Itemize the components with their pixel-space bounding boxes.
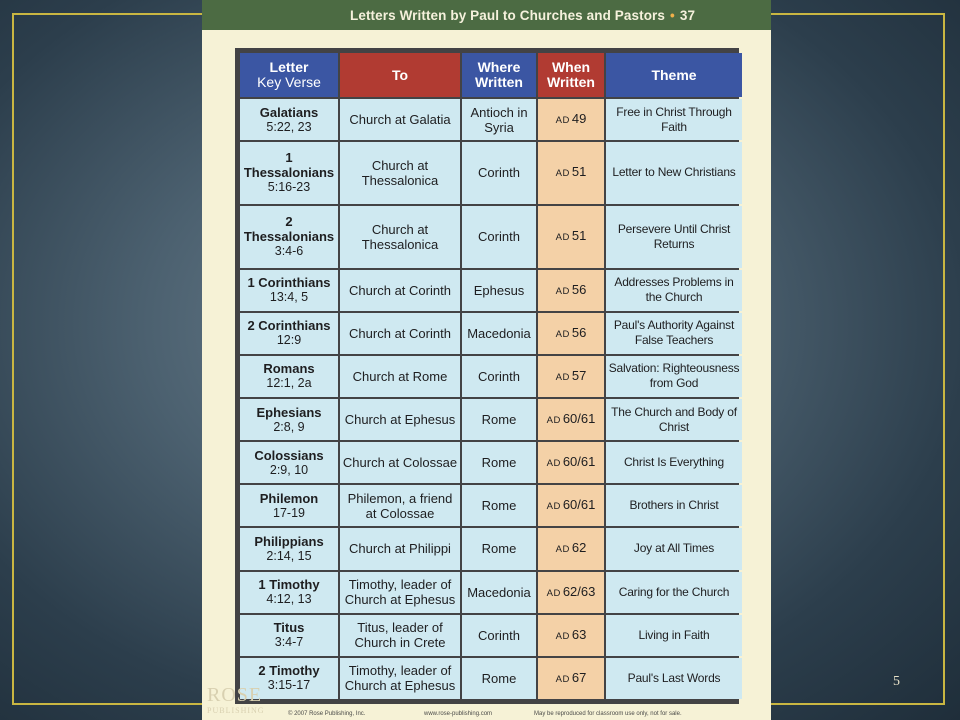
letter-name: Ephesians (256, 404, 322, 420)
letter-cell (240, 313, 338, 354)
where-written-cell: Antioch in Syria (462, 99, 536, 140)
when-written-cell (538, 442, 604, 483)
recipient-cell: Church at Corinth (340, 270, 460, 311)
footer-notice: May be reproduced for classroom use only, not for sale. (534, 711, 682, 717)
year-value: 51 (571, 164, 587, 180)
year-value: 60/61 (562, 454, 596, 470)
recipient-cell: Church at Thessalonica (340, 142, 460, 204)
table-row (240, 99, 742, 140)
table-row (240, 528, 742, 569)
recipient-cell: Church at Corinth (340, 313, 460, 354)
key-verse: 5:16-23 (267, 180, 311, 195)
theme-cell: Joy at All Times (606, 528, 742, 569)
page-header (202, 0, 771, 30)
letter-name: Philemon (259, 490, 319, 506)
recipient-cell: Timothy, leader of Church at Ephesus (340, 572, 460, 613)
recipient-cell: Philemon, a friend at Colossae (340, 485, 460, 526)
where-written-cell: Rome (462, 485, 536, 526)
theme-cell: Paul's Last Words (606, 658, 742, 699)
table-body (240, 99, 742, 699)
letter-cell (240, 356, 338, 397)
recipient-cell: Titus, leader of Church in Crete (340, 615, 460, 656)
table-row (240, 313, 742, 354)
year-value: 60/61 (562, 497, 596, 513)
letters-table-container (235, 48, 739, 704)
when-written-cell (538, 615, 604, 656)
letter-name: 2 Timothy (258, 663, 320, 679)
key-verse: 4:12, 13 (266, 592, 312, 607)
theme-cell: Addresses Problems in the Church (606, 270, 742, 311)
recipient-cell: Church at Thessalonica (340, 206, 460, 268)
column-header-when: When Written (538, 53, 604, 97)
year-value: 49 (571, 111, 587, 127)
theme-cell: Christ Is Everything (606, 442, 742, 483)
year-value: 57 (571, 367, 587, 383)
era-label: AD (555, 630, 570, 642)
letter-cell (240, 270, 338, 311)
table-row (240, 485, 742, 526)
era-label: AD (546, 501, 561, 513)
year-value: 63 (571, 626, 587, 642)
era-label: AD (555, 544, 570, 556)
when-written-cell (538, 356, 604, 397)
recipient-cell: Church at Ephesus (340, 399, 460, 440)
era-label: AD (555, 115, 570, 127)
theme-cell: Salvation: Righteousness from God (606, 356, 742, 397)
letter-cell (240, 615, 338, 656)
table-row (240, 572, 742, 613)
key-verse: 13:4, 5 (269, 290, 309, 305)
where-written-cell: Rome (462, 399, 536, 440)
era-label: AD (555, 673, 570, 685)
table-row (240, 356, 742, 397)
theme-cell: Brothers in Christ (606, 485, 742, 526)
footer-copyright: © 2007 Rose Publishing, Inc. (288, 711, 366, 717)
table-header-row (240, 53, 742, 97)
rose-publishing-logo: ROSE PUBLISHING (207, 684, 265, 715)
where-written-cell: Corinth (462, 206, 536, 268)
table-row (240, 142, 742, 204)
when-written-cell (538, 485, 604, 526)
column-header-to: To (340, 53, 460, 97)
when-written-cell (538, 313, 604, 354)
when-written-cell (538, 399, 604, 440)
recipient-cell: Church at Philippi (340, 528, 460, 569)
where-written-cell: Rome (462, 528, 536, 569)
letter-name: Romans (263, 361, 315, 377)
letter-name: Galatians (259, 104, 319, 120)
letter-cell (240, 528, 338, 569)
era-label: AD (555, 285, 570, 297)
theme-cell: Living in Faith (606, 615, 742, 656)
year-value: 56 (571, 281, 587, 297)
footer-url: www.rose-publishing.com (424, 711, 493, 717)
letter-cell (240, 99, 338, 140)
document-page (202, 0, 771, 720)
era-label: AD (546, 415, 561, 427)
era-label: AD (555, 232, 570, 244)
when-written-cell (538, 206, 604, 268)
letter-cell (240, 206, 338, 268)
theme-cell: Free in Christ Through Faith (606, 99, 742, 140)
key-verse: 2:8, 9 (273, 419, 305, 434)
where-written-cell: Macedonia (462, 313, 536, 354)
key-verse: 17-19 (273, 505, 305, 520)
recipient-cell: Church at Colossae (340, 442, 460, 483)
where-written-cell: Rome (462, 658, 536, 699)
when-written-cell (538, 142, 604, 204)
letter-name: 1 Corinthians (247, 275, 331, 291)
page-title: Letters Written by Paul to Churches and Pastors (350, 7, 666, 23)
era-label: AD (546, 458, 561, 470)
key-verse: 3:4-7 (274, 635, 304, 650)
letter-name: Philippians (254, 533, 324, 549)
era-label: AD (555, 168, 570, 180)
when-written-cell (538, 99, 604, 140)
column-header-where: Where Written (462, 53, 536, 97)
letter-cell (240, 485, 338, 526)
when-written-cell (538, 658, 604, 699)
table-row (240, 270, 742, 311)
where-written-cell: Corinth (462, 356, 536, 397)
key-verse: 2:9, 10 (269, 462, 309, 477)
column-header-theme: Theme (606, 53, 742, 97)
year-value: 67 (571, 669, 587, 685)
letter-name: Colossians (254, 447, 324, 463)
where-written-cell: Rome (462, 442, 536, 483)
theme-cell: The Church and Body of Christ (606, 399, 742, 440)
year-value: 56 (571, 324, 587, 340)
theme-cell: Caring for the Church (606, 572, 742, 613)
where-written-cell: Macedonia (462, 572, 536, 613)
letter-name: 1 Thessalonians (243, 150, 335, 181)
slide-number: 5 (893, 674, 900, 689)
era-label: AD (555, 371, 570, 383)
when-written-cell (538, 270, 604, 311)
recipient-cell: Church at Galatia (340, 99, 460, 140)
recipient-cell: Church at Rome (340, 356, 460, 397)
theme-cell: Paul's Authority Against False Teachers (606, 313, 742, 354)
table-row (240, 442, 742, 483)
table-row (240, 658, 742, 699)
theme-cell: Persevere Until Christ Returns (606, 206, 742, 268)
letter-name: Titus (273, 620, 305, 636)
where-written-cell: Corinth (462, 615, 536, 656)
key-verse: 5:22, 23 (266, 119, 312, 134)
year-value: 60/61 (562, 411, 596, 427)
letter-cell (240, 142, 338, 204)
year-value: 62 (571, 540, 587, 556)
letter-name: 1 Timothy (258, 577, 320, 593)
page-number: 37 (679, 7, 696, 23)
era-label: AD (546, 587, 561, 599)
letter-cell (240, 442, 338, 483)
where-written-cell: Ephesus (462, 270, 536, 311)
key-verse: 12:9 (276, 333, 302, 348)
where-written-cell: Corinth (462, 142, 536, 204)
letter-cell (240, 399, 338, 440)
table-row (240, 206, 742, 268)
column-header-letter: Letter Key Verse (240, 53, 338, 97)
key-verse: 2:14, 15 (266, 548, 312, 563)
recipient-cell: Timothy, leader of Church at Ephesus (340, 658, 460, 699)
key-verse: 12:1, 2a (266, 376, 312, 391)
page-footer (202, 706, 771, 720)
when-written-cell (538, 572, 604, 613)
letters-table (238, 51, 744, 701)
theme-cell: Letter to New Christians (606, 142, 742, 204)
key-verse: 3:15-17 (267, 678, 311, 693)
year-value: 51 (571, 228, 587, 244)
header-bullet: • (670, 7, 675, 23)
table-row (240, 399, 742, 440)
column-header-key-verse: Key Verse (257, 74, 321, 90)
when-written-cell (538, 528, 604, 569)
letter-name: 2 Corinthians (247, 318, 331, 334)
year-value: 62/63 (562, 583, 596, 599)
table-row (240, 615, 742, 656)
letter-name: 2 Thessalonians (243, 214, 335, 245)
key-verse: 3:4-6 (274, 244, 304, 259)
era-label: AD (555, 328, 570, 340)
letter-cell (240, 572, 338, 613)
